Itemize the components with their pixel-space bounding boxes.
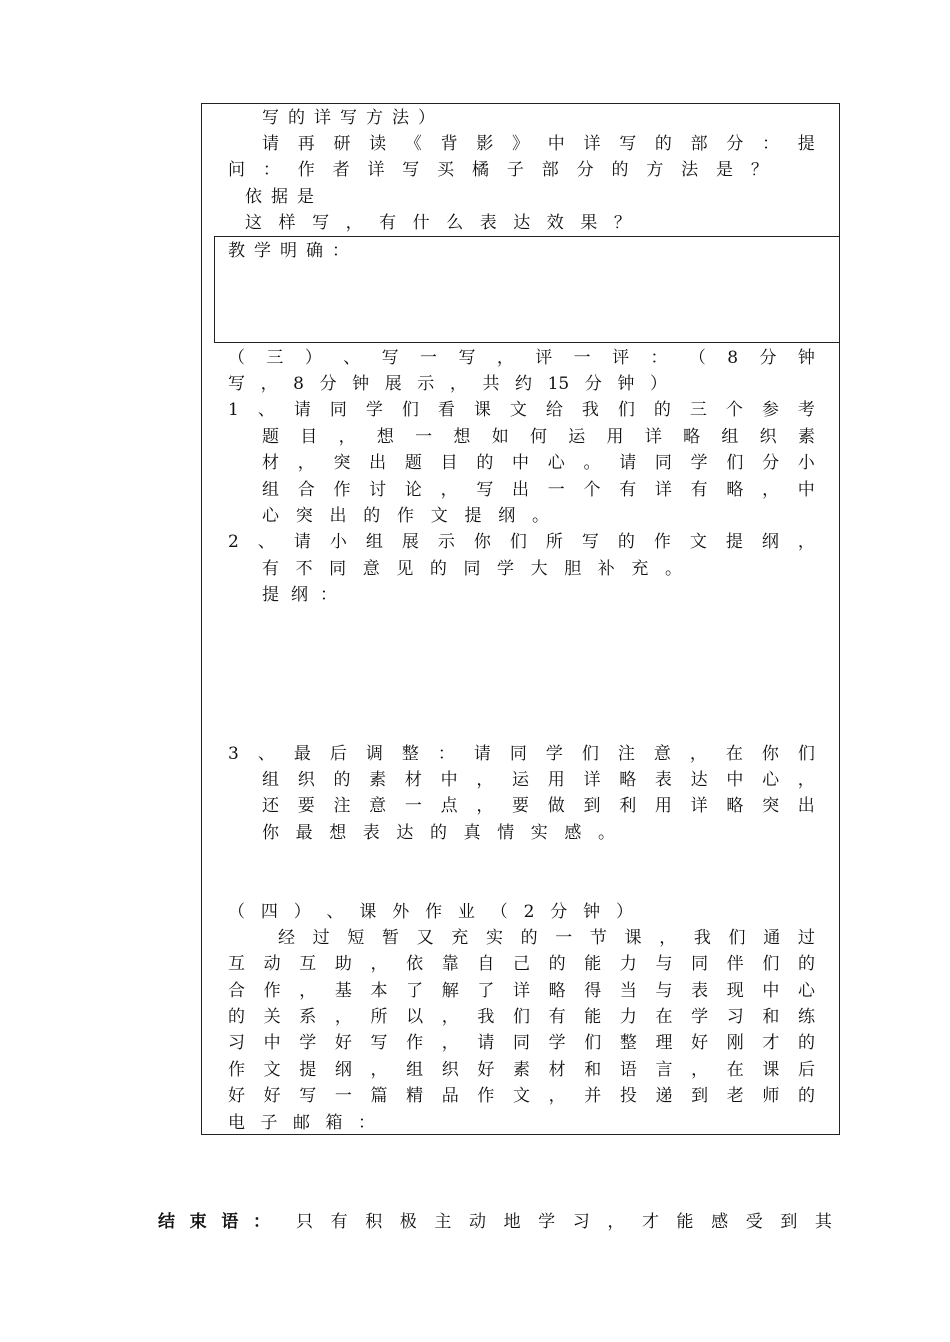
closing-label: 结 束 语 ： — [158, 1212, 270, 1232]
section4-heading: （ 四 ） 、 课 外 作 业 （ 2 分 钟 ） — [228, 902, 633, 922]
item1-line-5: 心 突 出 的 作 文 提 纲 。 — [262, 506, 549, 526]
section4-body-line-6: 作 文 提 纲 ， 组 织 好 素 材 和 语 言 ， 在 课 后 — [228, 1060, 815, 1080]
teaching-clarification-label: 教学明确： — [228, 241, 358, 261]
section2-tail-line: 写的详写方法） — [262, 108, 444, 128]
section2-prompt-line-2: 问 ： 作 者 详 写 买 橘 子 部 分 的 方 法 是 ？ — [228, 160, 768, 180]
item1-line-2: 题 目 ， 想 一 想 如 何 运 用 详 略 组 织 素 — [262, 427, 815, 447]
item2-line-2: 有 不 同 意 见 的 同 学 大 胆 补 充 。 — [262, 559, 682, 579]
item3-line-1: 3 、 最 后 调 整 ： 请 同 学 们 注 意 ， 在 你 们 — [228, 744, 815, 764]
item1-line-3: 材 ， 突 出 题 目 的 中 心 。 请 同 学 们 分 小 — [262, 453, 815, 473]
item2-line-1: 2 、 请 小 组 展 示 你 们 所 写 的 作 文 提 纲 ， — [228, 532, 815, 552]
section4-body-line-7: 好 好 写 一 篇 精 品 作 文 ， 并 投 递 到 老 师 的 — [228, 1086, 815, 1106]
section4-body-line-3: 合 作 ， 基 本 了 解 了 详 略 得 当 与 表 现 中 心 — [228, 981, 815, 1001]
section4-body-line-8: 电 子 邮 箱 ： — [228, 1113, 375, 1133]
section2-basis: 依据是 — [245, 187, 323, 207]
outline-label: 提 纲 ： — [262, 585, 337, 605]
section3-heading-line-2: 写 ， 8 分 钟 展 示 ， 共 约 15 分 钟 ） — [228, 374, 667, 394]
section4-body-line-2: 互 动 互 助 ， 依 靠 自 己 的 能 力 与 同 伴 们 的 — [228, 954, 815, 974]
item1-line-1: 1 、 请 同 学 们 看 课 文 给 我 们 的 三 个 参 考 — [228, 400, 815, 420]
closing-text: 只 有 积 极 主 动 地 学 习 ， 才 能 感 受 到 其 — [296, 1212, 832, 1232]
item3-line-4: 你 最 想 表 达 的 真 情 实 感 。 — [262, 823, 615, 843]
section2-prompt-line-1: 请 再 研 读 《 背 影 》 中 详 写 的 部 分 ： 提 — [262, 134, 815, 154]
item3-line-3: 还 要 注 意 一 点 ， 要 做 到 利 用 详 略 突 出 — [262, 796, 815, 816]
section3-heading-line-1: （ 三 ） 、 写 一 写 ， 评 一 评 ： （ 8 分 钟 — [228, 348, 815, 368]
section4-body-line-5: 习 中 学 好 写 作 ， 请 同 学 们 整 理 好 刚 才 的 — [228, 1033, 815, 1053]
section4-body-line-4: 的 关 系 ， 所 以 ， 我 们 有 能 力 在 学 习 和 练 — [228, 1007, 815, 1027]
section2-effect-question: 这 样 写 ， 有 什 么 表 达 效 果 ？ — [245, 213, 631, 233]
section4-body-line-1: 经 过 短 暂 又 充 实 的 一 节 课 ， 我 们 通 过 — [278, 928, 815, 948]
item3-line-2: 组 织 的 素 材 中 ， 运 用 详 略 表 达 中 心 ， — [262, 770, 815, 790]
item1-line-4: 组 合 作 讨 论 ， 写 出 一 个 有 详 有 略 ， 中 — [262, 480, 815, 500]
